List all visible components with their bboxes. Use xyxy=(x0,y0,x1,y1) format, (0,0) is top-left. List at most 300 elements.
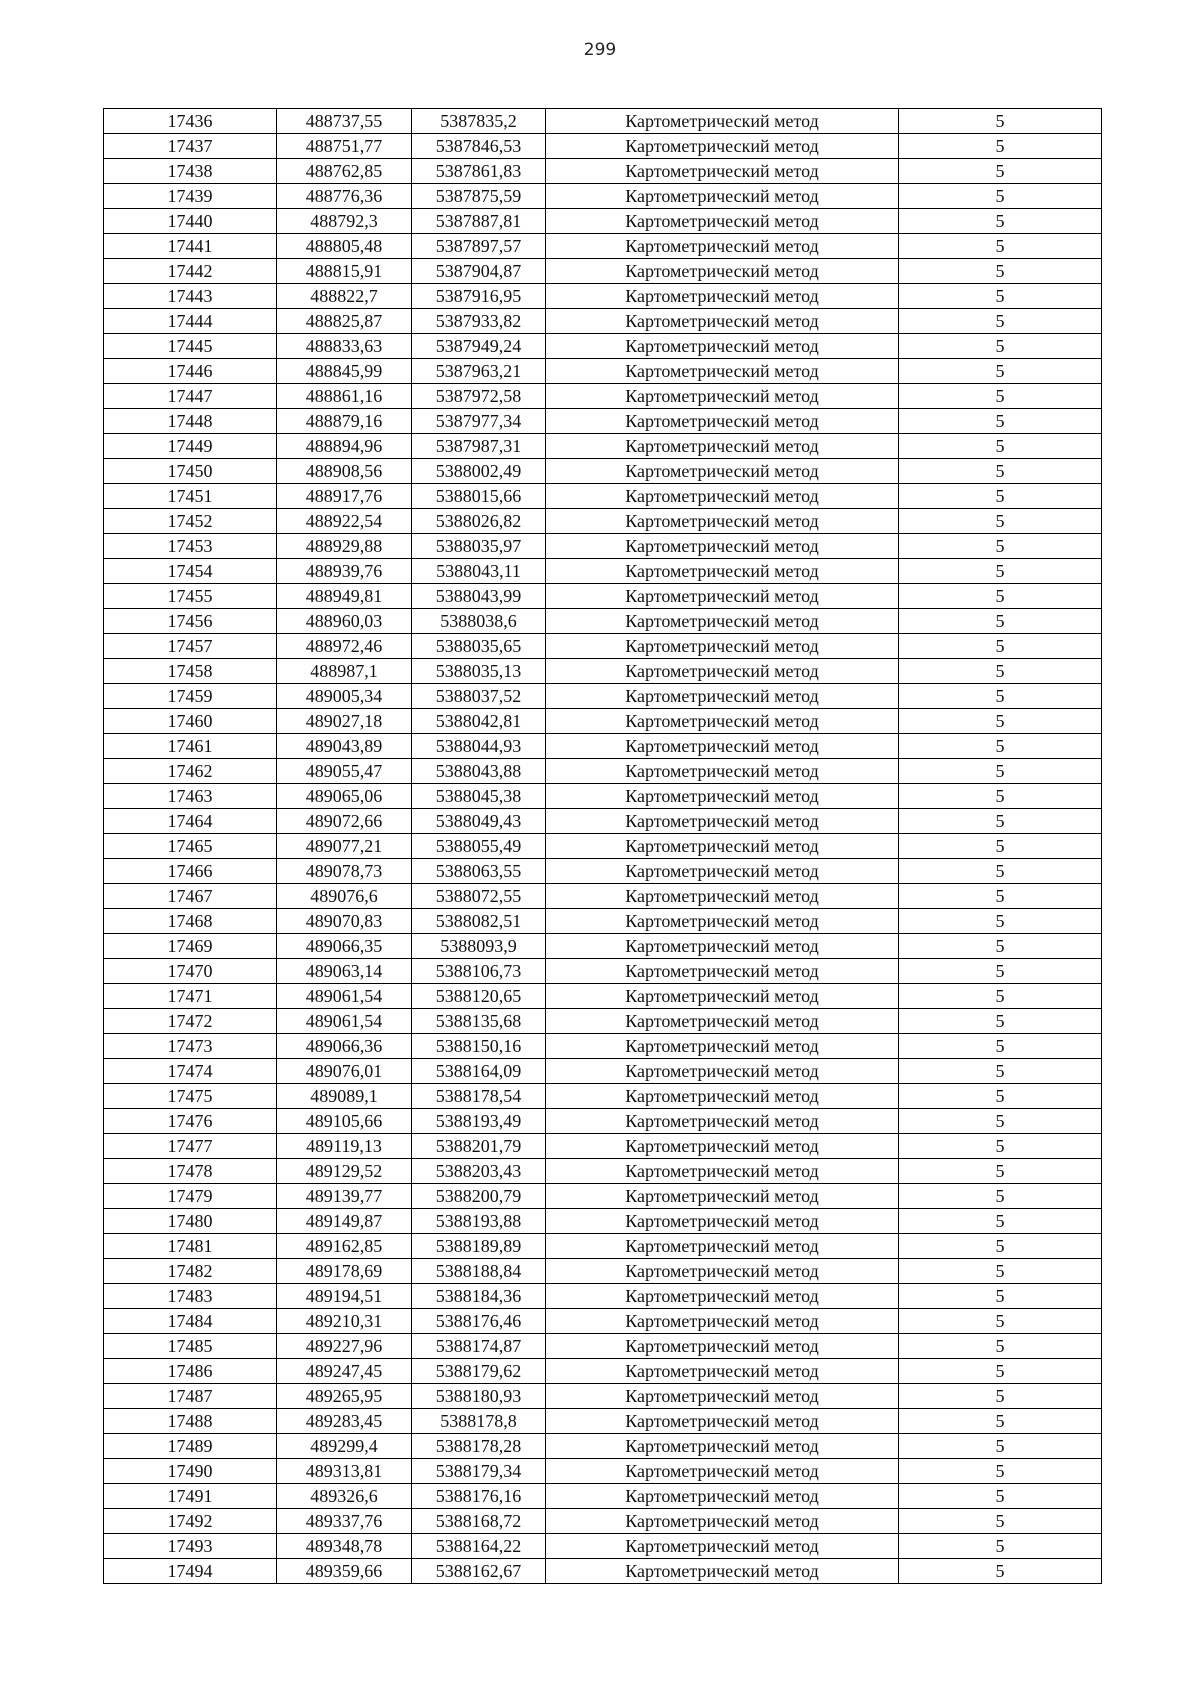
accuracy-cell: 5 xyxy=(899,334,1102,359)
y-coordinate-cell: 5388193,88 xyxy=(412,1209,546,1234)
accuracy-cell: 5 xyxy=(899,734,1102,759)
point-number-cell: 17445 xyxy=(104,334,277,359)
accuracy-cell: 5 xyxy=(899,884,1102,909)
table-row xyxy=(104,1034,1102,1059)
y-coordinate-cell: 5388189,89 xyxy=(412,1234,546,1259)
method-cell: Картометрический метод xyxy=(546,759,899,784)
method-cell: Картометрический метод xyxy=(546,1159,899,1184)
accuracy-cell: 5 xyxy=(899,1034,1102,1059)
table-row xyxy=(104,659,1102,684)
point-number-cell: 17472 xyxy=(104,1009,277,1034)
y-coordinate-cell: 5388200,79 xyxy=(412,1184,546,1209)
method-cell: Картометрический метод xyxy=(546,409,899,434)
y-coordinate-cell: 5387835,2 xyxy=(412,109,546,134)
x-coordinate-cell: 488833,63 xyxy=(277,334,412,359)
x-coordinate-cell: 488861,16 xyxy=(277,384,412,409)
method-cell: Картометрический метод xyxy=(546,884,899,909)
point-number-cell: 17457 xyxy=(104,634,277,659)
y-coordinate-cell: 5388174,87 xyxy=(412,1334,546,1359)
x-coordinate-cell: 488929,88 xyxy=(277,534,412,559)
y-coordinate-cell: 5388164,09 xyxy=(412,1059,546,1084)
y-coordinate-cell: 5388063,55 xyxy=(412,859,546,884)
x-coordinate-cell: 489076,01 xyxy=(277,1059,412,1084)
x-coordinate-cell: 489348,78 xyxy=(277,1534,412,1559)
coordinates-table-body xyxy=(104,109,1102,1584)
x-coordinate-cell: 489070,83 xyxy=(277,909,412,934)
point-number-cell: 17460 xyxy=(104,709,277,734)
accuracy-cell: 5 xyxy=(899,259,1102,284)
table-row xyxy=(104,1184,1102,1209)
y-coordinate-cell: 5387861,83 xyxy=(412,159,546,184)
accuracy-cell: 5 xyxy=(899,784,1102,809)
method-cell: Картометрический метод xyxy=(546,709,899,734)
y-coordinate-cell: 5388178,28 xyxy=(412,1434,546,1459)
method-cell: Картометрический метод xyxy=(546,1434,899,1459)
table-row xyxy=(104,1509,1102,1534)
accuracy-cell: 5 xyxy=(899,1234,1102,1259)
table-row xyxy=(104,709,1102,734)
x-coordinate-cell: 489078,73 xyxy=(277,859,412,884)
method-cell: Картометрический метод xyxy=(546,234,899,259)
y-coordinate-cell: 5388176,16 xyxy=(412,1484,546,1509)
accuracy-cell: 5 xyxy=(899,434,1102,459)
method-cell: Картометрический метод xyxy=(546,1459,899,1484)
x-coordinate-cell: 488825,87 xyxy=(277,309,412,334)
point-number-cell: 17461 xyxy=(104,734,277,759)
point-number-cell: 17471 xyxy=(104,984,277,1009)
accuracy-cell: 5 xyxy=(899,584,1102,609)
point-number-cell: 17468 xyxy=(104,909,277,934)
point-number-cell: 17481 xyxy=(104,1234,277,1259)
x-coordinate-cell: 489061,54 xyxy=(277,1009,412,1034)
point-number-cell: 17448 xyxy=(104,409,277,434)
method-cell: Картометрический метод xyxy=(546,1509,899,1534)
table-row xyxy=(104,1234,1102,1259)
accuracy-cell: 5 xyxy=(899,309,1102,334)
method-cell: Картометрический метод xyxy=(546,534,899,559)
y-coordinate-cell: 5388035,65 xyxy=(412,634,546,659)
table-row xyxy=(104,484,1102,509)
point-number-cell: 17463 xyxy=(104,784,277,809)
accuracy-cell: 5 xyxy=(899,209,1102,234)
y-coordinate-cell: 5388162,67 xyxy=(412,1559,546,1584)
point-number-cell: 17470 xyxy=(104,959,277,984)
table-row xyxy=(104,1359,1102,1384)
accuracy-cell: 5 xyxy=(899,634,1102,659)
method-cell: Картометрический метод xyxy=(546,1034,899,1059)
y-coordinate-cell: 5388176,46 xyxy=(412,1309,546,1334)
table-row xyxy=(104,884,1102,909)
accuracy-cell: 5 xyxy=(899,684,1102,709)
point-number-cell: 17456 xyxy=(104,609,277,634)
x-coordinate-cell: 489072,66 xyxy=(277,809,412,834)
accuracy-cell: 5 xyxy=(899,1509,1102,1534)
x-coordinate-cell: 488815,91 xyxy=(277,259,412,284)
accuracy-cell: 5 xyxy=(899,1184,1102,1209)
accuracy-cell: 5 xyxy=(899,1409,1102,1434)
y-coordinate-cell: 5388015,66 xyxy=(412,484,546,509)
accuracy-cell: 5 xyxy=(899,834,1102,859)
method-cell: Картометрический метод xyxy=(546,1109,899,1134)
point-number-cell: 17454 xyxy=(104,559,277,584)
y-coordinate-cell: 5388043,88 xyxy=(412,759,546,784)
accuracy-cell: 5 xyxy=(899,159,1102,184)
method-cell: Картометрический метод xyxy=(546,1309,899,1334)
accuracy-cell: 5 xyxy=(899,659,1102,684)
y-coordinate-cell: 5388188,84 xyxy=(412,1259,546,1284)
point-number-cell: 17478 xyxy=(104,1159,277,1184)
accuracy-cell: 5 xyxy=(899,1434,1102,1459)
y-coordinate-cell: 5387887,81 xyxy=(412,209,546,234)
point-number-cell: 17489 xyxy=(104,1434,277,1459)
page-number: 299 xyxy=(583,40,617,60)
x-coordinate-cell: 489066,35 xyxy=(277,934,412,959)
accuracy-cell: 5 xyxy=(899,1109,1102,1134)
point-number-cell: 17442 xyxy=(104,259,277,284)
table-row xyxy=(104,984,1102,1009)
table-row xyxy=(104,509,1102,534)
y-coordinate-cell: 5388035,97 xyxy=(412,534,546,559)
method-cell: Картометрический метод xyxy=(546,509,899,534)
y-coordinate-cell: 5388044,93 xyxy=(412,734,546,759)
point-number-cell: 17444 xyxy=(104,309,277,334)
y-coordinate-cell: 5388178,8 xyxy=(412,1409,546,1434)
table-row xyxy=(104,1284,1102,1309)
accuracy-cell: 5 xyxy=(899,384,1102,409)
y-coordinate-cell: 5388043,99 xyxy=(412,584,546,609)
x-coordinate-cell: 489178,69 xyxy=(277,1259,412,1284)
x-coordinate-cell: 489283,45 xyxy=(277,1409,412,1434)
y-coordinate-cell: 5388093,9 xyxy=(412,934,546,959)
point-number-cell: 17451 xyxy=(104,484,277,509)
table-row xyxy=(104,209,1102,234)
table-row xyxy=(104,334,1102,359)
y-coordinate-cell: 5388180,93 xyxy=(412,1384,546,1409)
x-coordinate-cell: 489077,21 xyxy=(277,834,412,859)
method-cell: Картометрический метод xyxy=(546,809,899,834)
method-cell: Картометрический метод xyxy=(546,259,899,284)
point-number-cell: 17439 xyxy=(104,184,277,209)
point-number-cell: 17436 xyxy=(104,109,277,134)
y-coordinate-cell: 5388179,62 xyxy=(412,1359,546,1384)
x-coordinate-cell: 488776,36 xyxy=(277,184,412,209)
accuracy-cell: 5 xyxy=(899,509,1102,534)
point-number-cell: 17447 xyxy=(104,384,277,409)
point-number-cell: 17488 xyxy=(104,1409,277,1434)
table-row xyxy=(104,1534,1102,1559)
accuracy-cell: 5 xyxy=(899,1334,1102,1359)
y-coordinate-cell: 5387963,21 xyxy=(412,359,546,384)
table-row xyxy=(104,1084,1102,1109)
table-row xyxy=(104,1409,1102,1434)
method-cell: Картометрический метод xyxy=(546,1184,899,1209)
method-cell: Картометрический метод xyxy=(546,459,899,484)
accuracy-cell: 5 xyxy=(899,1084,1102,1109)
method-cell: Картометрический метод xyxy=(546,909,899,934)
x-coordinate-cell: 488917,76 xyxy=(277,484,412,509)
method-cell: Картометрический метод xyxy=(546,1284,899,1309)
x-coordinate-cell: 489065,06 xyxy=(277,784,412,809)
table-row xyxy=(104,309,1102,334)
method-cell: Картометрический метод xyxy=(546,609,899,634)
point-number-cell: 17492 xyxy=(104,1509,277,1534)
accuracy-cell: 5 xyxy=(899,1484,1102,1509)
accuracy-cell: 5 xyxy=(899,1359,1102,1384)
accuracy-cell: 5 xyxy=(899,109,1102,134)
method-cell: Картометрический метод xyxy=(546,559,899,584)
method-cell: Картометрический метод xyxy=(546,859,899,884)
point-number-cell: 17480 xyxy=(104,1209,277,1234)
x-coordinate-cell: 489210,31 xyxy=(277,1309,412,1334)
accuracy-cell: 5 xyxy=(899,1284,1102,1309)
method-cell: Картометрический метод xyxy=(546,584,899,609)
accuracy-cell: 5 xyxy=(899,284,1102,309)
x-coordinate-cell: 489055,47 xyxy=(277,759,412,784)
x-coordinate-cell: 488922,54 xyxy=(277,509,412,534)
accuracy-cell: 5 xyxy=(899,1134,1102,1159)
method-cell: Картометрический метод xyxy=(546,1059,899,1084)
x-coordinate-cell: 488762,85 xyxy=(277,159,412,184)
x-coordinate-cell: 489061,54 xyxy=(277,984,412,1009)
table-row xyxy=(104,584,1102,609)
table-row xyxy=(104,1109,1102,1134)
point-number-cell: 17459 xyxy=(104,684,277,709)
x-coordinate-cell: 489247,45 xyxy=(277,1359,412,1384)
point-number-cell: 17482 xyxy=(104,1259,277,1284)
method-cell: Картометрический метод xyxy=(546,184,899,209)
point-number-cell: 17473 xyxy=(104,1034,277,1059)
point-number-cell: 17491 xyxy=(104,1484,277,1509)
y-coordinate-cell: 5388072,55 xyxy=(412,884,546,909)
y-coordinate-cell: 5388150,16 xyxy=(412,1034,546,1059)
x-coordinate-cell: 488879,16 xyxy=(277,409,412,434)
x-coordinate-cell: 489139,77 xyxy=(277,1184,412,1209)
point-number-cell: 17462 xyxy=(104,759,277,784)
method-cell: Картометрический метод xyxy=(546,359,899,384)
y-coordinate-cell: 5387987,31 xyxy=(412,434,546,459)
x-coordinate-cell: 488894,96 xyxy=(277,434,412,459)
point-number-cell: 17449 xyxy=(104,434,277,459)
point-number-cell: 17455 xyxy=(104,584,277,609)
x-coordinate-cell: 489105,66 xyxy=(277,1109,412,1134)
accuracy-cell: 5 xyxy=(899,984,1102,1009)
x-coordinate-cell: 489162,85 xyxy=(277,1234,412,1259)
point-number-cell: 17483 xyxy=(104,1284,277,1309)
y-coordinate-cell: 5387972,58 xyxy=(412,384,546,409)
method-cell: Картометрический метод xyxy=(546,484,899,509)
accuracy-cell: 5 xyxy=(899,909,1102,934)
accuracy-cell: 5 xyxy=(899,1534,1102,1559)
table-row xyxy=(104,459,1102,484)
accuracy-cell: 5 xyxy=(899,1009,1102,1034)
x-coordinate-cell: 489149,87 xyxy=(277,1209,412,1234)
accuracy-cell: 5 xyxy=(899,1159,1102,1184)
table-row xyxy=(104,259,1102,284)
accuracy-cell: 5 xyxy=(899,409,1102,434)
method-cell: Картометрический метод xyxy=(546,1334,899,1359)
y-coordinate-cell: 5388164,22 xyxy=(412,1534,546,1559)
accuracy-cell: 5 xyxy=(899,809,1102,834)
point-number-cell: 17453 xyxy=(104,534,277,559)
table-row xyxy=(104,809,1102,834)
y-coordinate-cell: 5388035,13 xyxy=(412,659,546,684)
method-cell: Картометрический метод xyxy=(546,1259,899,1284)
point-number-cell: 17443 xyxy=(104,284,277,309)
method-cell: Картометрический метод xyxy=(546,134,899,159)
accuracy-cell: 5 xyxy=(899,1259,1102,1284)
method-cell: Картометрический метод xyxy=(546,159,899,184)
table-row xyxy=(104,834,1102,859)
table-row xyxy=(104,384,1102,409)
method-cell: Картометрический метод xyxy=(546,659,899,684)
accuracy-cell: 5 xyxy=(899,359,1102,384)
y-coordinate-cell: 5387916,95 xyxy=(412,284,546,309)
point-number-cell: 17465 xyxy=(104,834,277,859)
accuracy-cell: 5 xyxy=(899,184,1102,209)
point-number-cell: 17485 xyxy=(104,1334,277,1359)
accuracy-cell: 5 xyxy=(899,559,1102,584)
y-coordinate-cell: 5387897,57 xyxy=(412,234,546,259)
accuracy-cell: 5 xyxy=(899,859,1102,884)
y-coordinate-cell: 5388178,54 xyxy=(412,1084,546,1109)
point-number-cell: 17475 xyxy=(104,1084,277,1109)
x-coordinate-cell: 489043,89 xyxy=(277,734,412,759)
method-cell: Картометрический метод xyxy=(546,959,899,984)
table-row xyxy=(104,959,1102,984)
table-row xyxy=(104,684,1102,709)
x-coordinate-cell: 488805,48 xyxy=(277,234,412,259)
method-cell: Картометрический метод xyxy=(546,934,899,959)
x-coordinate-cell: 489076,6 xyxy=(277,884,412,909)
accuracy-cell: 5 xyxy=(899,1059,1102,1084)
method-cell: Картометрический метод xyxy=(546,434,899,459)
accuracy-cell: 5 xyxy=(899,759,1102,784)
y-coordinate-cell: 5388106,73 xyxy=(412,959,546,984)
accuracy-cell: 5 xyxy=(899,534,1102,559)
accuracy-cell: 5 xyxy=(899,134,1102,159)
x-coordinate-cell: 488960,03 xyxy=(277,609,412,634)
x-coordinate-cell: 488949,81 xyxy=(277,584,412,609)
x-coordinate-cell: 489265,95 xyxy=(277,1384,412,1409)
x-coordinate-cell: 489066,36 xyxy=(277,1034,412,1059)
method-cell: Картометрический метод xyxy=(546,1234,899,1259)
point-number-cell: 17452 xyxy=(104,509,277,534)
y-coordinate-cell: 5388055,49 xyxy=(412,834,546,859)
method-cell: Картометрический метод xyxy=(546,109,899,134)
y-coordinate-cell: 5388037,52 xyxy=(412,684,546,709)
table-row xyxy=(104,184,1102,209)
point-number-cell: 17493 xyxy=(104,1534,277,1559)
method-cell: Картометрический метод xyxy=(546,1009,899,1034)
method-cell: Картометрический метод xyxy=(546,334,899,359)
point-number-cell: 17487 xyxy=(104,1384,277,1409)
y-coordinate-cell: 5388179,34 xyxy=(412,1459,546,1484)
table-row xyxy=(104,934,1102,959)
table-row xyxy=(104,1309,1102,1334)
table-row xyxy=(104,1209,1102,1234)
method-cell: Картометрический метод xyxy=(546,284,899,309)
y-coordinate-cell: 5387904,87 xyxy=(412,259,546,284)
x-coordinate-cell: 489089,1 xyxy=(277,1084,412,1109)
table-row xyxy=(104,109,1102,134)
y-coordinate-cell: 5388043,11 xyxy=(412,559,546,584)
table-row xyxy=(104,1009,1102,1034)
table-row xyxy=(104,1059,1102,1084)
table-row xyxy=(104,859,1102,884)
y-coordinate-cell: 5387846,53 xyxy=(412,134,546,159)
point-number-cell: 17490 xyxy=(104,1459,277,1484)
y-coordinate-cell: 5388120,65 xyxy=(412,984,546,1009)
y-coordinate-cell: 5388201,79 xyxy=(412,1134,546,1159)
table-row xyxy=(104,634,1102,659)
method-cell: Картометрический метод xyxy=(546,1409,899,1434)
accuracy-cell: 5 xyxy=(899,959,1102,984)
x-coordinate-cell: 489326,6 xyxy=(277,1484,412,1509)
point-number-cell: 17446 xyxy=(104,359,277,384)
x-coordinate-cell: 489063,14 xyxy=(277,959,412,984)
y-coordinate-cell: 5388038,6 xyxy=(412,609,546,634)
accuracy-cell: 5 xyxy=(899,1384,1102,1409)
point-number-cell: 17466 xyxy=(104,859,277,884)
method-cell: Картометрический метод xyxy=(546,384,899,409)
y-coordinate-cell: 5388193,49 xyxy=(412,1109,546,1134)
method-cell: Картометрический метод xyxy=(546,834,899,859)
point-number-cell: 17486 xyxy=(104,1359,277,1384)
point-number-cell: 17467 xyxy=(104,884,277,909)
x-coordinate-cell: 488792,3 xyxy=(277,209,412,234)
accuracy-cell: 5 xyxy=(899,234,1102,259)
table-row xyxy=(104,1134,1102,1159)
y-coordinate-cell: 5388049,43 xyxy=(412,809,546,834)
x-coordinate-cell: 489027,18 xyxy=(277,709,412,734)
y-coordinate-cell: 5388184,36 xyxy=(412,1284,546,1309)
y-coordinate-cell: 5387875,59 xyxy=(412,184,546,209)
x-coordinate-cell: 489359,66 xyxy=(277,1559,412,1584)
point-number-cell: 17438 xyxy=(104,159,277,184)
accuracy-cell: 5 xyxy=(899,1459,1102,1484)
y-coordinate-cell: 5388026,82 xyxy=(412,509,546,534)
table-row xyxy=(104,1334,1102,1359)
method-cell: Картометрический метод xyxy=(546,634,899,659)
table-row xyxy=(104,1484,1102,1509)
point-number-cell: 17477 xyxy=(104,1134,277,1159)
table-row xyxy=(104,559,1102,584)
method-cell: Картометрический метод xyxy=(546,734,899,759)
method-cell: Картометрический метод xyxy=(546,1084,899,1109)
coordinates-table xyxy=(103,108,1102,1584)
x-coordinate-cell: 488845,99 xyxy=(277,359,412,384)
method-cell: Картометрический метод xyxy=(546,209,899,234)
method-cell: Картометрический метод xyxy=(546,684,899,709)
x-coordinate-cell: 489299,4 xyxy=(277,1434,412,1459)
x-coordinate-cell: 488737,55 xyxy=(277,109,412,134)
table-row xyxy=(104,134,1102,159)
y-coordinate-cell: 5388002,49 xyxy=(412,459,546,484)
x-coordinate-cell: 489313,81 xyxy=(277,1459,412,1484)
point-number-cell: 17494 xyxy=(104,1559,277,1584)
point-number-cell: 17450 xyxy=(104,459,277,484)
y-coordinate-cell: 5387949,24 xyxy=(412,334,546,359)
point-number-cell: 17469 xyxy=(104,934,277,959)
point-number-cell: 17464 xyxy=(104,809,277,834)
x-coordinate-cell: 488822,7 xyxy=(277,284,412,309)
y-coordinate-cell: 5387977,34 xyxy=(412,409,546,434)
table-row xyxy=(104,284,1102,309)
y-coordinate-cell: 5387933,82 xyxy=(412,309,546,334)
method-cell: Картометрический метод xyxy=(546,1559,899,1584)
point-number-cell: 17474 xyxy=(104,1059,277,1084)
table-row xyxy=(104,1559,1102,1584)
